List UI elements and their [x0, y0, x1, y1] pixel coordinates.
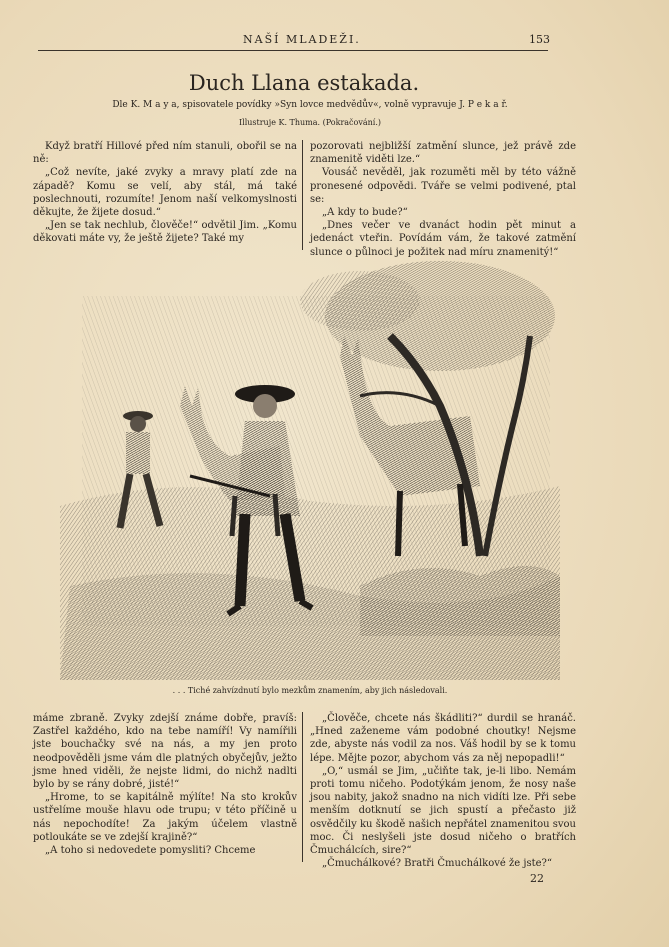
running-header	[38, 33, 550, 49]
paragraph: pozorovati nejbližší zatmění slunce, jež právě zde znamenitě viděti lze.“	[310, 141, 576, 166]
paragraph: „Což nevíte, jaké zvyky a mravy platí zde na západě? Komu se velí, aby stál, má také poslechnouti, rozumíte! Jenom naší velkomyslnosti děkujte, že žijete dosud.“	[33, 167, 297, 219]
column-bottom-left	[33, 712, 297, 857]
article-byline: Dle K. M a y a, spisovatele povídky »Syn lovce medvědův«, volně vypravuje J. P e k a ř.	[112, 100, 508, 110]
column-top-left	[33, 140, 297, 246]
paragraph: „Dnes večer ve dvanáct hodin pět minut a jedenáct vteřin. Povídám vám, že takové zatmění slunce o půlnoci je požitek nad míru znamenitý!“	[310, 220, 576, 258]
column-top-right	[310, 140, 576, 259]
article-title: Duch Llana estakada.	[188, 71, 420, 95]
running-title: NAŠÍ MLADEŽI.	[243, 33, 361, 46]
column-divider	[302, 140, 303, 250]
paragraph: „Čmuchálkové? Bratři Čmuchálkové že jste?“	[322, 858, 553, 870]
column-divider	[302, 712, 303, 862]
paragraph: Když bratří Hillové před ním stanuli, obořil se na ně:	[33, 141, 297, 166]
paragraph: „A toho si nedovedete pomysliti? Chceme	[45, 845, 256, 857]
paragraph: „Člověče, chcete nás škádliti?“ durdil se hranáč. „Hned zaženeme vám podobné choutky! Nejsme zde, abyste nás vodil za nos. Váš hodil by se k tomu lépe. Mějte pozor, abychom vás za něj nepopadli!“	[310, 713, 576, 764]
paragraph: „Jen se tak nechlub, člověče!“ odvětil Jim. „Komu děkovati máte vy, že ještě žijete? Také my	[33, 220, 297, 245]
paragraph: máme zbraně. Zvyky zdejší známe dobře, pravíš: Zastřel každého, kdo na tebe namíří! Vy namířili jste bouchačky své na nás, a my jen proto neodpověděli jsme vám dle platných obyčejův, ježto jsme hned viděli, že nejste lidmi, do nichž nadlti bylo by se rány dobré, jisté!“	[33, 713, 297, 791]
page-number: 153	[529, 33, 550, 46]
engraving-illustration	[60, 256, 560, 680]
column-bottom-right	[310, 712, 576, 870]
paragraph: „O,“ usmál se Jim, „učiňte tak, je-li libo. Nemám proti tomu ničeho. Podotýkám jenom, že nosy naše jsou nabity, jakož snadno na nich vidíti lze. Při sebe menším dotknutí se jich spustí a přečasto již osvědčily ku škodě našich nepřátel znamenitou svou moc. Či neslyšeli jste dosud ničeho o bratřích Čmuchálcích, sire?“	[310, 765, 576, 857]
printer-signature: 22	[530, 872, 544, 885]
paragraph: „A kdy to bude?“	[322, 207, 408, 219]
figure-caption: . . . Tiché zahvízdnutí bylo mezkům znamením, aby jich následovali.	[172, 686, 448, 695]
header-rule	[38, 50, 548, 51]
paragraph: Vousáč nevěděl, jak rozuměti měl by této vážně pronesené odpovědi. Tváře se velmi podivené, ptal se:	[310, 167, 576, 205]
paragraph: „Hrome, to se kapitálně mýlíte! Na sto krokův ustřelíme mouše hlavu ode trupu; v této příčině u nás nepochodíte! Za jakým účelem vlastně potloukáte se ve zdejší krajině?“	[33, 792, 297, 843]
illustrator-credit: Illustruje K. Thuma. (Pokračování.)	[238, 118, 382, 127]
